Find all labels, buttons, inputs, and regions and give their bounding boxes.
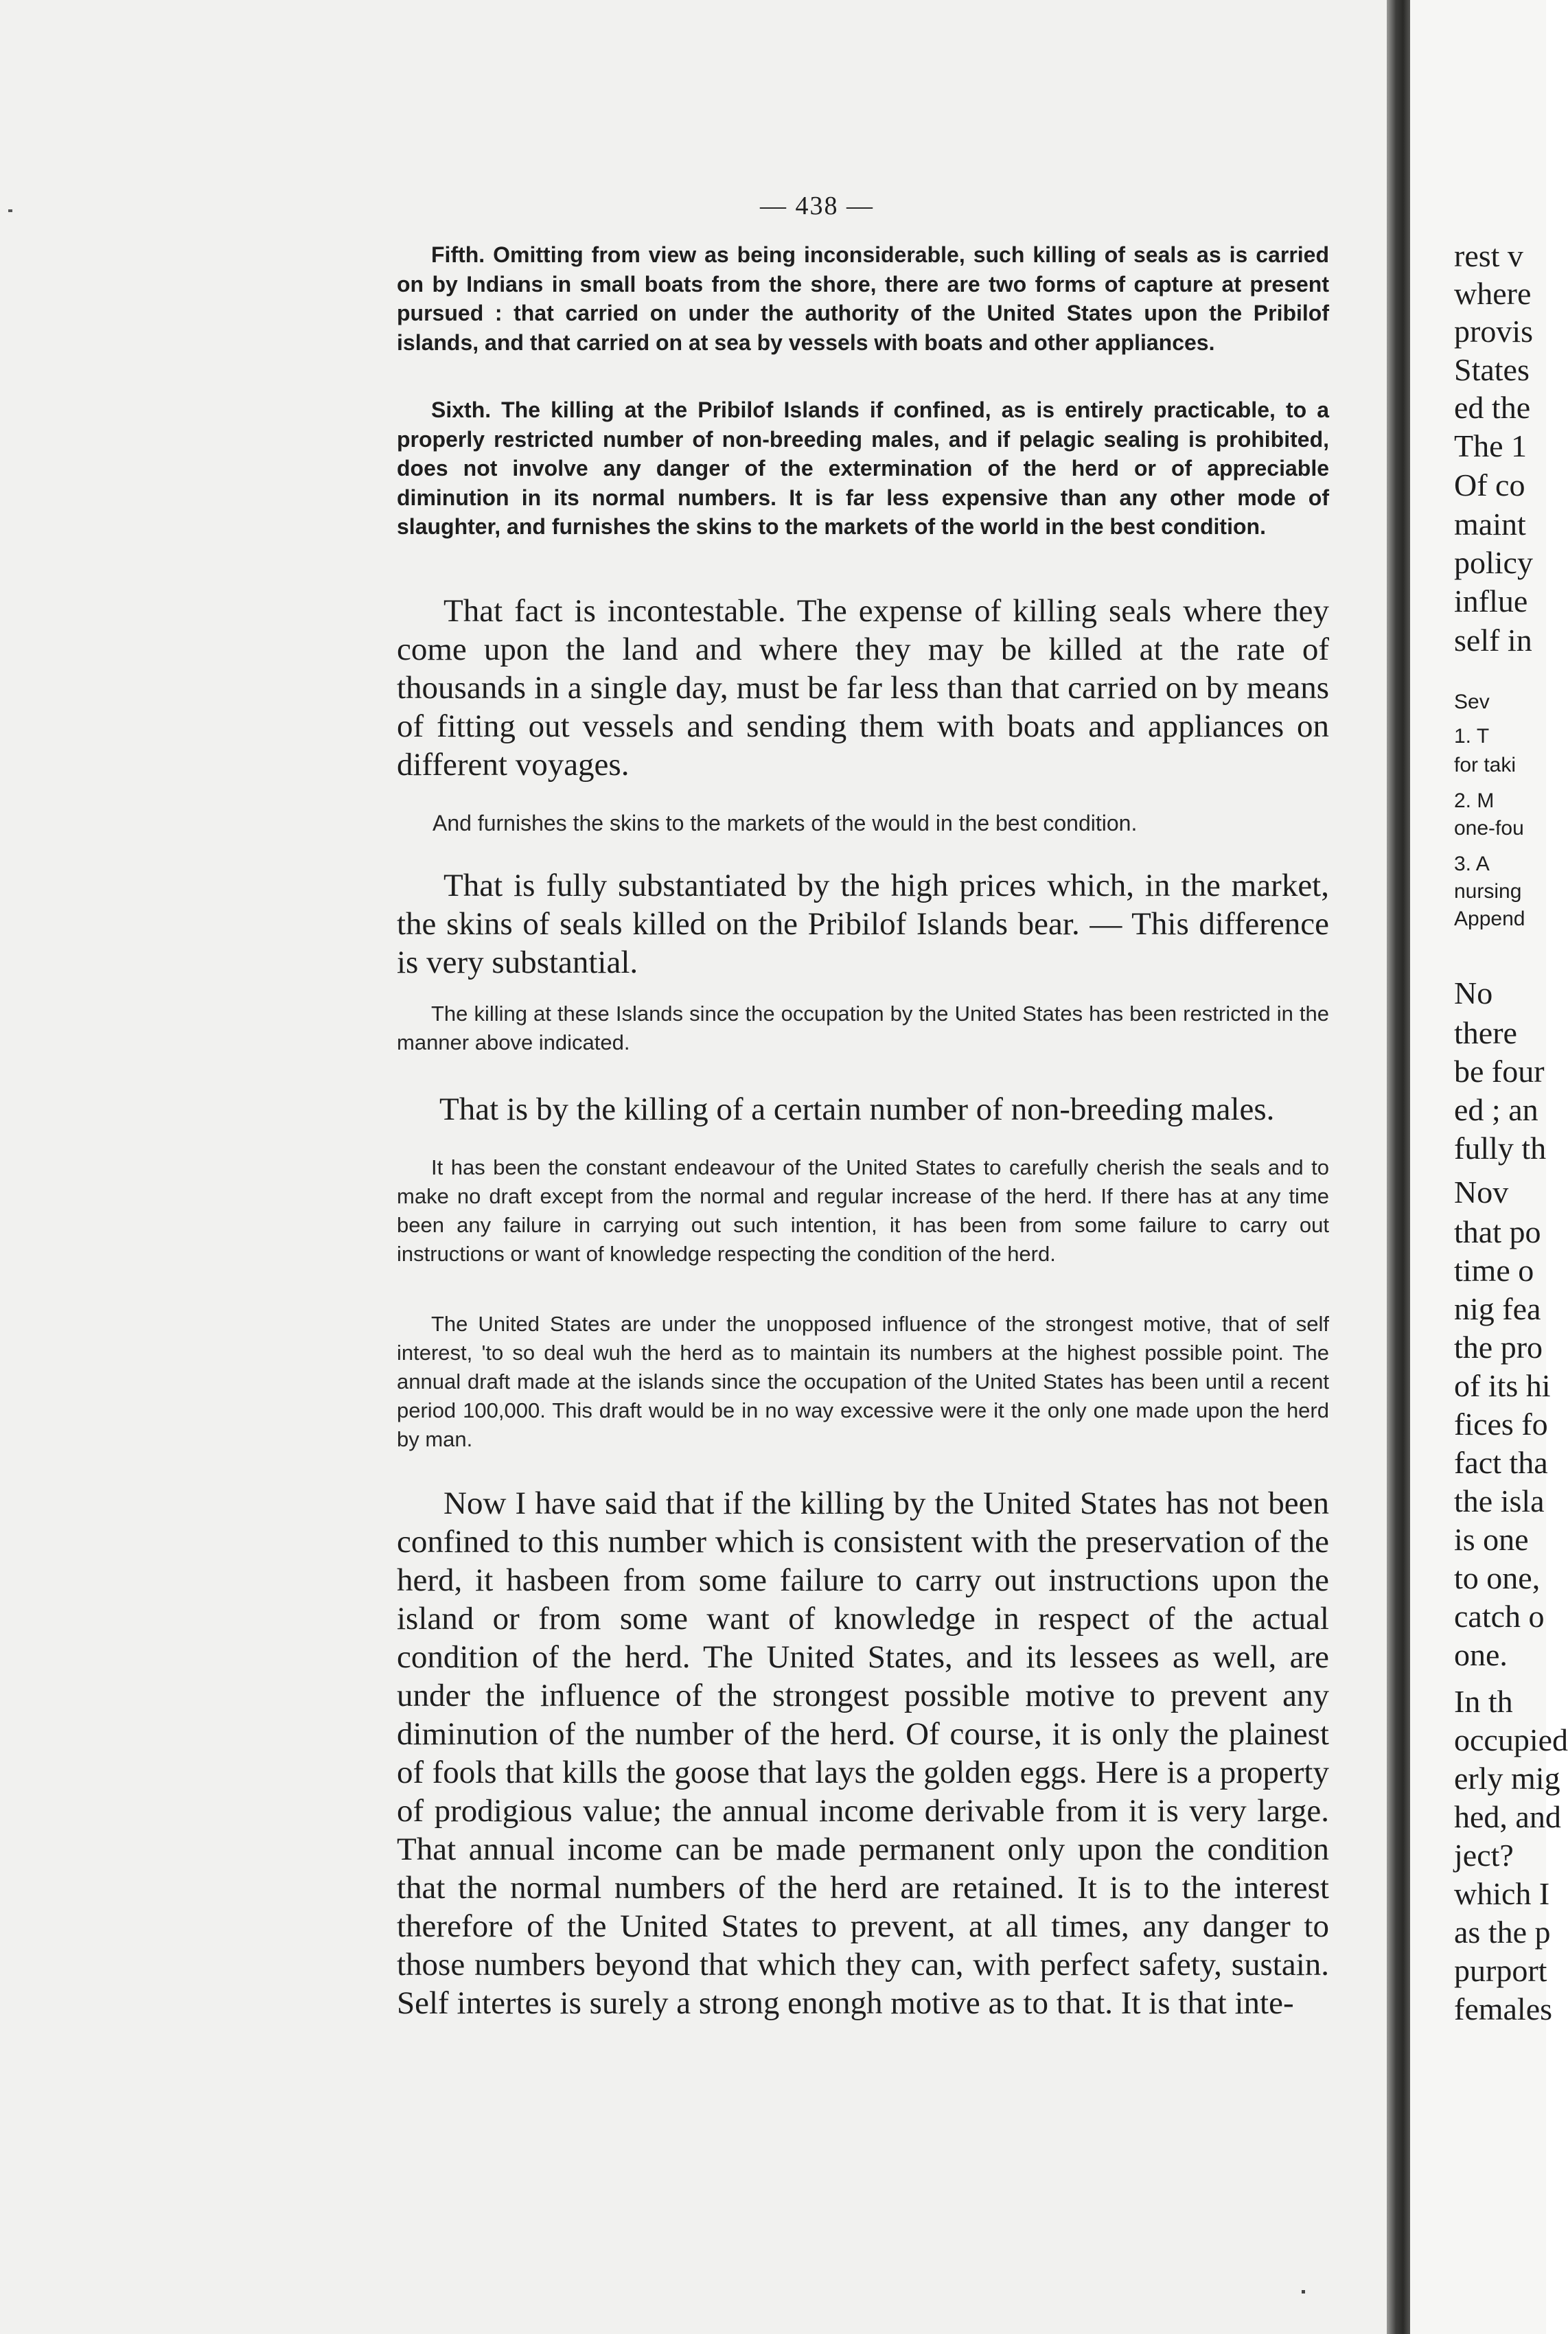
right-page-line: time o [1454,1253,1534,1288]
right-page-line: self in [1454,623,1532,658]
right-page-line: hed, and [1454,1799,1561,1834]
right-page-line: provis [1454,314,1533,349]
right-page-line: ject? [1454,1838,1514,1873]
right-page-line: where [1454,276,1532,311]
right-page-line: influe [1454,584,1528,619]
right-page-line: be four [1454,1054,1545,1089]
scan-speck [8,209,12,212]
right-page-line: States [1454,352,1530,387]
quoted-paragraph-4: The United States are under the unopposed influence of the strongest motive, that of self interest, 'to so deal wuh the herd as to maintain its numbers at the highest possible point. The annual draft made at the islands since the occupation of the United States has been until a recent period 100,000. This draft would be in no way excessive were it the only one made upon the herd by man. [397,1312,1329,1451]
right-page-line: one-fou [1454,817,1524,840]
paragraph-sixth: Sixth. The killing at the Pribilof Islands if confined, as is entirely practicable, to a properly restricted number of non-breeding males, and if pelagic sealing is prohibited, does not involve any danger of the extermination of the herd or of appreciable diminution in its normal numbers. It is far less expensive than any other mode of slaughter, and furnishes the skins to the markets of the world in the best condition. [397,397,1329,539]
right-page-line: that po [1454,1214,1541,1249]
right-page-line: Append [1454,908,1525,930]
right-page-line: fices fo [1454,1407,1548,1442]
right-page-line: the pro [1454,1330,1543,1365]
right-page-line: 2. M [1454,789,1495,812]
right-page-line: the isla [1454,1483,1545,1518]
right-page-line: occupied [1454,1722,1568,1757]
right-page-line: purport [1454,1953,1547,1988]
right-page-line: one. [1454,1637,1508,1672]
right-page-line: The 1 [1454,428,1527,463]
right-page-line: is one [1454,1522,1529,1557]
right-page-line: rest v [1454,238,1523,273]
right-page-line: erly mig [1454,1761,1560,1796]
right-page-line: females [1454,1991,1553,2026]
scan-speck [1302,2290,1305,2293]
right-page-line: maint [1454,507,1526,542]
right-page-line: In th [1454,1684,1513,1719]
book-gutter [1387,0,1410,2334]
paragraph-argument-2: That is fully substantiated by the high prices which, in the market, the skins of seals killed on the Pribilof Islands bear. — This difference is very substantial. [397,868,1329,980]
right-page-line: fully th [1454,1131,1547,1166]
quoted-note-2: The killing at these Islands since the occupation by the United States has been restricted in the manner above indicated. [397,1002,1329,1054]
right-page-line: which I [1454,1876,1550,1911]
right-page-line: of its hi [1454,1368,1551,1403]
paragraph-fifth: Fifth. Omitting from view as being inconsiderable, such killing of seals as is carried on by Indians in small boats from the shore, there are two forms of capture at present pursued : that carried on under the authority of the United States upon the Pribilof islands, and that carried on at sea by vessels with boats and other appliances. [397,242,1329,355]
right-page-line: fact tha [1454,1445,1548,1480]
right-page-line: nursing [1454,880,1522,903]
right-page-line: Nov [1454,1175,1509,1210]
right-page-line: 3. A [1454,853,1490,875]
right-page-line: catch o [1454,1599,1545,1634]
quoted-note-1: And furnishes the skins to the markets of the would in the best condition. [433,811,1138,835]
paragraph-argument-3: That is by the killing of a certain number of non-breeding males. [439,1091,1275,1127]
quoted-paragraph-3: It has been the constant endeavour of the United States to carefully cherish the seals and to make no draft except from the normal and regular increase of the herd. If there has at any time been any failure in carrying out such intention, it has been from some failure to carry out instructions or want of knowledge respecting the condition of the herd. [397,1155,1329,1266]
right-page-line: Of co [1454,467,1525,502]
right-page-line: nig fea [1454,1291,1541,1326]
right-page-line: 1. T [1454,725,1490,748]
right-page-line: to one, [1454,1560,1541,1595]
paragraph-argument-1: That fact is incontestable. The expense of killing seals where they come upon the land and where they may be killed at the rate of thousands in a single day, must be far less than that carried on by means of fitting out vessels and sending them with boats and appliances on different voyages. [397,593,1329,783]
right-page-line: there [1454,1015,1517,1050]
right-page-line: policy [1454,545,1533,580]
right-page-line: No [1454,975,1493,1010]
paragraph-argument-4: Now I have said that if the killing by the United States has not been confined to this number which is consistent with the preservation of the herd, it hasbeen from some failure to carry out instructions upon the island or from some want of knowledge in respect of the actual condition of the herd. The United States, and its lessees as well, are under the influence of the strongest possible motive to prevent any diminution of the number of the herd. Of course, it is only the plainest of fools that kills the goose that lays the golden eggs. Here is a property of prodigious value; the annual income derivable from it is very large. That annual income can be made permanent only upon the condition that the normal numbers of the herd are retained. It is to the interest therefore of the United States to prevent, at all times, any danger to those numbers beyond that which they can, with perfect safety, sustain. Self intertes is surely a strong enongh motive as to that. It is that inte- [397,1486,1329,2021]
page-number: — 438 — [760,192,874,220]
right-page-line: Sev [1454,691,1490,713]
right-page-line: as the p [1454,1915,1551,1950]
right-page-line: ed the [1454,390,1531,425]
right-page-line: for taki [1454,754,1517,776]
right-page-line: ed ; an [1454,1092,1538,1127]
